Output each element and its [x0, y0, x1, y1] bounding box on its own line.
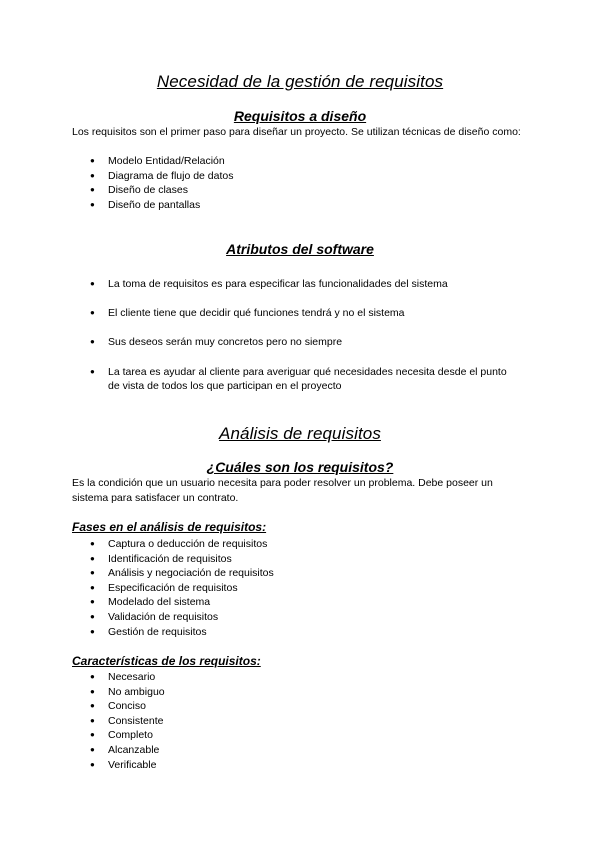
list-item: ● Necesario — [90, 671, 156, 683]
bullet-icon: ● — [90, 170, 95, 180]
bullet-icon: ● — [90, 199, 95, 209]
list-item: ● Diseño de pantallas — [90, 198, 201, 211]
list-item: ● Identificación de requisitos — [90, 552, 232, 565]
bullet-icon: ● — [90, 308, 95, 318]
bullet-icon: ● — [90, 672, 95, 681]
intro-cuales-son-requisitos: Es la condición que un usuario necesita para poder resolver un problema. Debe poseer un sistema para satisfacer un contrato. — [72, 477, 493, 504]
heading-fases-analisis: Fases en el análisis de requisitos: — [72, 520, 267, 534]
heading-atributos-software: Atributos del software — [226, 241, 374, 257]
heading-cuales-son-requisitos: ¿Cuáles son los requisitos? — [206, 459, 394, 475]
list-caracteristicas — [0, 670, 165, 772]
bullet-icon: ● — [90, 156, 95, 165]
bullet-icon: ● — [90, 539, 95, 548]
bullet-icon: ● — [90, 185, 95, 195]
list-item: ● Análisis y negociación de requisitos — [90, 567, 274, 580]
list-item: ● No ambiguo — [90, 685, 165, 698]
bullet-icon: ● — [90, 553, 95, 563]
bullet-icon: ● — [90, 366, 95, 376]
list-item: ● Validación de requisitos — [90, 610, 219, 623]
heading-requisitos-a-diseno: Requisitos a diseño — [233, 108, 367, 124]
bullet-icon: ● — [90, 730, 95, 740]
bullet-icon: ● — [90, 701, 95, 711]
bullet-icon: ● — [90, 337, 95, 347]
bullet-icon: ● — [90, 686, 95, 696]
bullet-icon: ● — [90, 744, 95, 754]
list-item: ● Completo — [90, 729, 153, 742]
heading-caracteristicas: Características de los requisitos: — [72, 654, 261, 668]
intro-requisitos-a-diseno: Los requisitos son el primer paso para diseñar un proyecto. Se utilizan técnicas de diseño como: — [72, 126, 521, 138]
bullet-icon: ● — [90, 582, 95, 592]
bullet-icon: ● — [90, 626, 95, 636]
bullet-icon: ● — [90, 597, 95, 607]
section-title-analisis: Análisis de requisitos — [219, 424, 381, 443]
list-item: ● Modelo Entidad/Relación — [90, 155, 225, 167]
list-item: ● Diagrama de flujo de datos — [90, 169, 234, 182]
list-tecnicas-diseno — [0, 154, 234, 212]
list-item: ● Gestión de requisitos — [90, 625, 207, 638]
list-item: ● Verificable — [90, 758, 157, 771]
section-title-necesidad: Necesidad de la gestión de requisitos — [156, 72, 444, 91]
bullet-icon: ● — [90, 279, 95, 288]
list-item: ● Sus deseos serán muy concretos pero no siempre — [90, 336, 343, 349]
list-item: ● Captura o deducción de requisitos — [90, 538, 268, 550]
list-item: ● Conciso — [90, 700, 146, 713]
bullet-icon: ● — [90, 611, 95, 621]
bullet-icon: ● — [90, 568, 95, 578]
list-item: ● Consistente — [90, 714, 164, 727]
list-item: ● La toma de requisitos es para especificar las funcionalidades del sistema — [90, 278, 448, 290]
list-item: ● La tarea es ayudar al cliente para averiguar qué necesidades necesita desde el punto de vista de todos los que participan en el proyecto — [90, 365, 507, 393]
list-fases — [0, 537, 274, 639]
list-item: ● Especificación de requisitos — [90, 581, 238, 594]
bullet-icon: ● — [90, 759, 95, 769]
list-item: ● Diseño de clases — [90, 184, 188, 197]
list-item: ● El cliente tiene que decidir qué funciones tendrá y no el sistema — [90, 307, 405, 320]
list-item: ● Alcanzable — [90, 743, 160, 756]
bullet-icon: ● — [90, 715, 95, 725]
list-atributos — [0, 277, 508, 408]
list-item: ● Modelado del sistema — [90, 596, 211, 609]
